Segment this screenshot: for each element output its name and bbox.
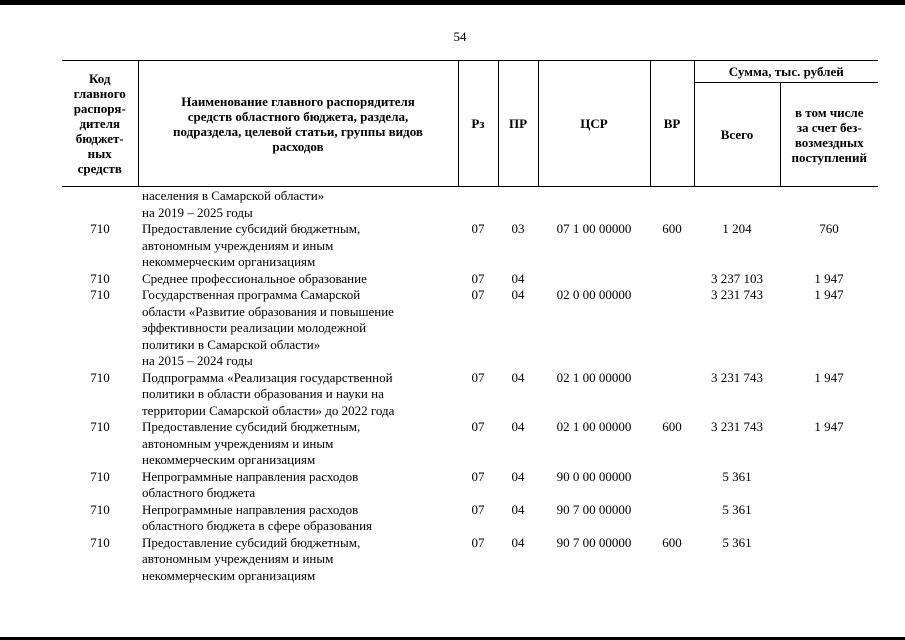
row-csr: 02 0 00 00000 bbox=[556, 287, 632, 302]
top-border bbox=[0, 0, 905, 5]
row-kod: 710 bbox=[90, 534, 110, 550]
row-name-line: политики в области образования и науки на bbox=[142, 386, 384, 401]
row-kod: 710 bbox=[90, 270, 110, 286]
header-pr: ПР bbox=[498, 61, 538, 187]
row-name-line: некоммерческим организациям bbox=[142, 452, 316, 467]
table-row bbox=[62, 535, 878, 585]
row-name-line: Подпрограмма «Реализация государственной bbox=[142, 369, 393, 385]
row-name-line: Непрограммные направления расходов bbox=[142, 501, 359, 517]
table-row bbox=[62, 221, 878, 271]
row-csr: 90 0 00 00000 bbox=[556, 468, 632, 484]
row-name-line: эффективности реализации молодежной bbox=[142, 320, 367, 335]
table-row bbox=[62, 271, 878, 288]
header-bez: в том числе за счет без- возмездных поступлений bbox=[780, 83, 878, 187]
row-name-line: на 2019 – 2025 годы bbox=[142, 204, 253, 220]
row-total: 1 204 bbox=[722, 221, 752, 236]
row-total: 3 231 743 bbox=[711, 419, 763, 434]
row-kod: 710 bbox=[90, 369, 110, 385]
row-name bbox=[138, 419, 458, 469]
row-bez bbox=[780, 188, 878, 221]
row-csr: 02 1 00 00000 bbox=[556, 419, 632, 434]
row-bez: 760 bbox=[819, 221, 839, 236]
header-rz: Рз bbox=[458, 61, 498, 187]
header-vsego: Всего bbox=[694, 83, 780, 187]
row-bez bbox=[780, 535, 878, 585]
row-name bbox=[138, 287, 458, 370]
row-kod: 710 bbox=[90, 419, 110, 434]
page-number: 54 bbox=[453, 29, 467, 44]
row-kod: 710 bbox=[90, 221, 110, 236]
row-name bbox=[138, 370, 458, 420]
row-pr: 04 bbox=[511, 287, 525, 302]
row-rz: 07 bbox=[471, 419, 485, 434]
row-vr bbox=[650, 370, 694, 420]
row-pr: 04 bbox=[511, 369, 525, 385]
row-bez bbox=[780, 469, 878, 502]
row-name-line: Предоставление субсидий бюджетным, bbox=[142, 221, 361, 236]
row-name-line: областного бюджета bbox=[142, 485, 256, 500]
row-name-line: автономным учреждениям и иным bbox=[142, 237, 334, 253]
row-csr: 07 1 00 00000 bbox=[556, 221, 632, 236]
row-vr bbox=[650, 287, 694, 370]
row-csr bbox=[538, 188, 650, 221]
row-pr: 04 bbox=[511, 419, 525, 434]
row-rz: 07 bbox=[471, 468, 485, 484]
row-vr bbox=[650, 502, 694, 535]
row-bez: 1 947 bbox=[814, 369, 844, 385]
row-name-line: территории Самарской области» до 2022 года bbox=[142, 402, 395, 418]
row-csr: 90 7 00 00000 bbox=[556, 534, 632, 550]
row-pr: 04 bbox=[511, 468, 525, 484]
row-vr bbox=[650, 469, 694, 502]
table-row bbox=[62, 370, 878, 420]
row-total: 5 361 bbox=[722, 534, 752, 550]
row-total: 5 361 bbox=[722, 501, 752, 517]
table-header bbox=[62, 60, 878, 187]
header-vr: ВР bbox=[650, 61, 694, 187]
table-row bbox=[62, 502, 878, 535]
row-kod: 710 bbox=[90, 287, 110, 302]
row-csr bbox=[538, 271, 650, 288]
row-name-line: Непрограммные направления расходов bbox=[142, 468, 359, 484]
table-body bbox=[62, 188, 878, 584]
row-total: 3 237 103 bbox=[711, 270, 763, 286]
row-pr: 03 bbox=[511, 221, 525, 236]
table-row bbox=[62, 188, 878, 221]
row-name-line: на 2015 – 2024 годы bbox=[142, 353, 253, 368]
row-rz: 07 bbox=[471, 369, 485, 385]
row-bez: 1 947 bbox=[814, 419, 844, 434]
row-csr: 02 1 00 00000 bbox=[556, 369, 632, 385]
row-rz: 07 bbox=[471, 501, 485, 517]
row-name-line: политики в Самарской области» bbox=[142, 336, 321, 352]
row-rz bbox=[458, 188, 498, 221]
row-name bbox=[138, 221, 458, 271]
row-total: 3 231 743 bbox=[711, 287, 763, 302]
row-name-line: Среднее профессиональное образование bbox=[142, 270, 367, 286]
header-summa: Сумма, тыс. рублей bbox=[694, 61, 878, 83]
table-row bbox=[62, 287, 878, 370]
row-rz: 07 bbox=[471, 534, 485, 550]
table-row bbox=[62, 419, 878, 469]
row-rz: 07 bbox=[471, 221, 485, 236]
row-name-line: автономным учреждениям и иным bbox=[142, 435, 334, 451]
row-name bbox=[138, 535, 458, 585]
header-kod: Код главного распоря- дителя бюджет- ных средств bbox=[62, 61, 138, 187]
row-name bbox=[138, 188, 458, 221]
row-vr: 600 bbox=[662, 534, 682, 550]
row-name-line: Предоставление субсидий бюджетным, bbox=[142, 419, 361, 434]
row-name-line: Государственная программа Самарской bbox=[142, 287, 361, 302]
row-name-line: автономным учреждениям и иным bbox=[142, 551, 334, 566]
row-total: 5 361 bbox=[722, 468, 752, 484]
row-vr: 600 bbox=[662, 419, 682, 434]
row-pr: 04 bbox=[511, 501, 525, 517]
row-bez: 1 947 bbox=[814, 270, 844, 286]
row-name-line: области «Развитие образования и повышение bbox=[142, 303, 394, 319]
row-name bbox=[138, 271, 458, 288]
row-name-line: Предоставление субсидий бюджетным, bbox=[142, 534, 361, 550]
row-pr: 04 bbox=[511, 534, 525, 550]
header-name: Наименование главного распорядителя средств областного бюджета, раздела, подраздела, целевой статьи, группы видов расходов bbox=[138, 61, 458, 187]
row-kod bbox=[62, 188, 138, 221]
row-name-line: населения в Самарской области» bbox=[142, 188, 325, 203]
row-name bbox=[138, 469, 458, 502]
row-bez bbox=[780, 502, 878, 535]
row-rz: 07 bbox=[471, 287, 485, 302]
row-bez: 1 947 bbox=[814, 287, 844, 302]
row-rz: 07 bbox=[471, 270, 485, 286]
row-pr: 04 bbox=[511, 270, 525, 286]
row-kod: 710 bbox=[90, 468, 110, 484]
row-vr bbox=[650, 271, 694, 288]
row-name-line: некоммерческим организациям bbox=[142, 254, 316, 269]
row-csr: 90 7 00 00000 bbox=[556, 501, 632, 517]
row-kod: 710 bbox=[90, 501, 110, 517]
row-total: 3 231 743 bbox=[711, 369, 763, 385]
row-pr bbox=[498, 188, 538, 221]
row-name bbox=[138, 502, 458, 535]
row-name-line: областного бюджета в сфере образования bbox=[142, 518, 373, 533]
row-vr bbox=[650, 188, 694, 221]
table-row bbox=[62, 469, 878, 502]
row-name-line: некоммерческим организациям bbox=[142, 567, 316, 583]
row-vr: 600 bbox=[662, 221, 682, 236]
row-total bbox=[694, 188, 780, 221]
header-csr: ЦСР bbox=[538, 61, 650, 187]
